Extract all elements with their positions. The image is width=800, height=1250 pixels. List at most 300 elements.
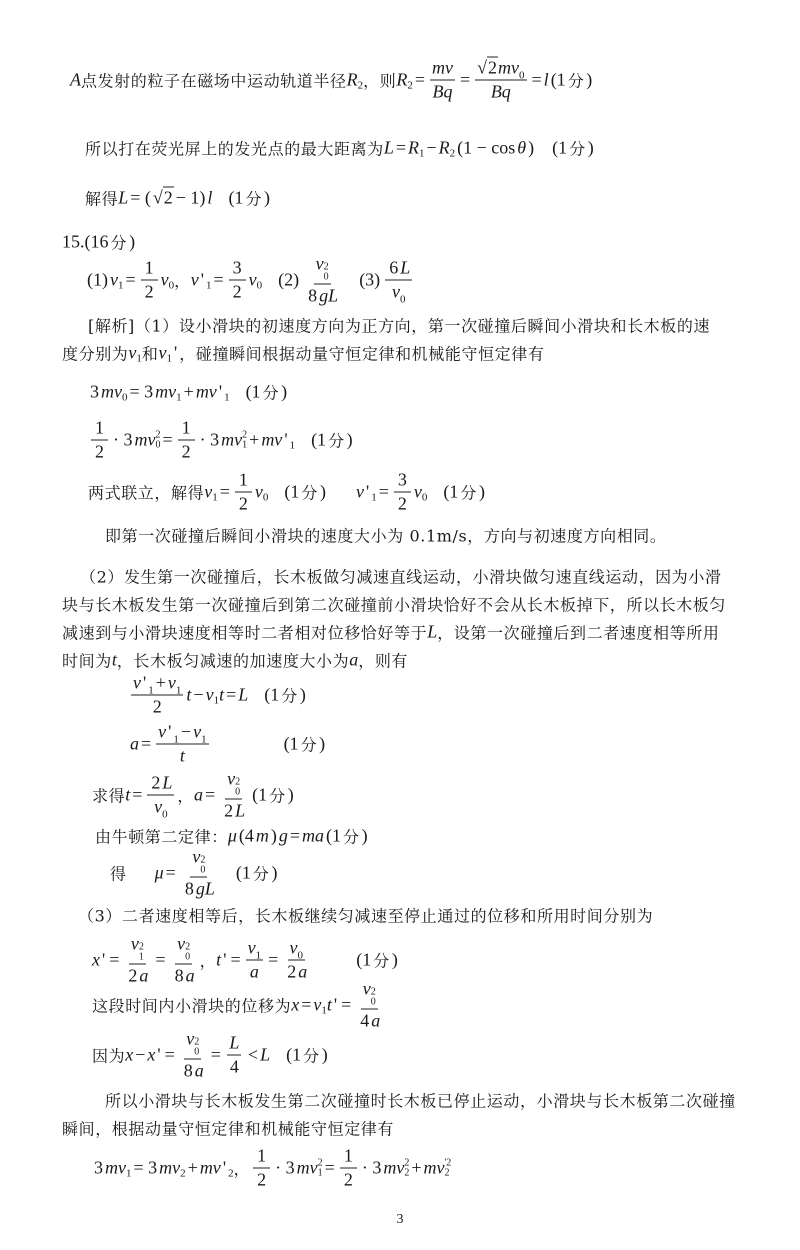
math-text: = bbox=[341, 994, 352, 1015]
analysis-paragraph-2 bbox=[62, 621, 719, 644]
text-run: ，设第一次碰撞后到二者速度相等所用 bbox=[437, 623, 720, 643]
math-text: = bbox=[378, 481, 389, 502]
subscript: 0 bbox=[399, 293, 406, 306]
math-symbol: L bbox=[427, 621, 438, 642]
math-symbol: L bbox=[260, 1044, 271, 1065]
subscript: 0 bbox=[235, 786, 241, 798]
math-text: 2 bbox=[343, 1169, 353, 1190]
subscript: 1 bbox=[289, 439, 296, 451]
math-text: ' bbox=[174, 342, 178, 363]
sub-superscript bbox=[324, 263, 329, 283]
math-symbol: x bbox=[92, 949, 100, 970]
math-text: = 3 bbox=[133, 1157, 158, 1178]
math-text: ) bbox=[264, 187, 271, 208]
math-symbol: L bbox=[235, 800, 246, 821]
equation-acceleration bbox=[130, 722, 327, 767]
text-run: 点发射的粒子在磁场中运动轨道半径 bbox=[81, 71, 347, 91]
math-text: 2 bbox=[95, 441, 104, 462]
subscript: 1 bbox=[175, 684, 182, 697]
math-text: ) bbox=[270, 825, 277, 846]
math-text: = bbox=[301, 994, 312, 1015]
sub-superscript bbox=[235, 778, 240, 798]
numerator bbox=[314, 254, 331, 285]
math-text: + bbox=[411, 1157, 422, 1178]
math-symbol: v bbox=[110, 269, 118, 290]
text-run: （3）二者速度相等后，长木板继续匀减速至停止通过的位移和所用时间分别为 bbox=[78, 906, 654, 926]
math-symbol: θ bbox=[517, 137, 527, 158]
numerator bbox=[394, 470, 411, 493]
fraction bbox=[283, 938, 309, 983]
math-text: (1 bbox=[264, 684, 280, 705]
numerator bbox=[235, 470, 252, 493]
fraction bbox=[141, 258, 158, 303]
text-run: 分 bbox=[281, 686, 298, 706]
fraction bbox=[131, 673, 183, 718]
math-text: 2 bbox=[287, 961, 297, 982]
subscript: 2 bbox=[180, 1167, 186, 1179]
numerator bbox=[184, 1029, 201, 1060]
math-text: = bbox=[210, 1044, 221, 1065]
math-text: 3 bbox=[397, 469, 407, 490]
text-run: 由牛顿第二定律： bbox=[95, 827, 228, 847]
math-symbol: v bbox=[158, 342, 167, 363]
math-text: 4 bbox=[229, 1056, 239, 1077]
denominator bbox=[91, 441, 108, 463]
subscript: 1 bbox=[371, 491, 377, 503]
math-symbol: R bbox=[346, 69, 358, 90]
math-symbol: ma bbox=[302, 825, 325, 846]
math-text: 2 bbox=[152, 696, 162, 717]
equation-block-displacement bbox=[92, 979, 385, 1032]
analysis-paragraph-4 bbox=[62, 1117, 394, 1140]
math-symbol: v bbox=[158, 721, 167, 742]
math-text: 3 bbox=[232, 257, 242, 278]
math-text: = bbox=[205, 784, 216, 805]
numerator bbox=[190, 847, 207, 878]
math-text: 1 bbox=[144, 257, 154, 278]
math-text: − bbox=[180, 721, 192, 742]
denominator bbox=[178, 745, 187, 767]
subscript: 1 bbox=[242, 439, 248, 450]
analysis-paragraph-4 bbox=[105, 1089, 736, 1112]
math-text: 8 bbox=[184, 878, 194, 899]
subscript: 0 bbox=[262, 491, 269, 503]
fraction bbox=[147, 772, 174, 821]
math-text: ) bbox=[478, 481, 485, 502]
fraction bbox=[156, 722, 208, 767]
text-run: 分 bbox=[245, 189, 263, 209]
math-text: = bbox=[165, 862, 176, 883]
subscript: 0 bbox=[256, 279, 263, 291]
denominator bbox=[304, 285, 340, 307]
math-text: ' bbox=[102, 949, 106, 970]
subscript: 1 bbox=[176, 391, 182, 403]
math-symbol: a bbox=[194, 1060, 204, 1081]
math-text: 1 bbox=[238, 469, 248, 490]
text-run: 减速到与小滑块速度相等时二者相对位移恰好等于 bbox=[62, 623, 428, 643]
math-text: ' bbox=[157, 1044, 161, 1065]
math-symbol: mv bbox=[101, 381, 122, 402]
math-symbol: v bbox=[391, 281, 400, 302]
subscript: 1 bbox=[148, 684, 154, 697]
math-symbol: a bbox=[185, 965, 195, 986]
math-text: 2 bbox=[238, 493, 248, 514]
math-text: = bbox=[155, 949, 166, 970]
math-text: ' bbox=[333, 994, 338, 1015]
subscript: 1 bbox=[166, 352, 173, 364]
math-text: ) bbox=[346, 429, 353, 450]
text-run: 分 bbox=[328, 431, 345, 451]
math-text: = bbox=[459, 69, 471, 90]
text-run: 得 bbox=[110, 864, 127, 884]
math-text: = bbox=[268, 949, 279, 970]
equation-comparison bbox=[92, 1029, 330, 1082]
subscript: 2 bbox=[407, 79, 413, 91]
math-symbol: v bbox=[160, 269, 169, 290]
equation-second-collision bbox=[92, 1146, 451, 1191]
superscript: 2 bbox=[138, 941, 144, 953]
math-text: (1 bbox=[326, 825, 342, 846]
math-symbol: L bbox=[162, 772, 173, 793]
numerator bbox=[178, 418, 195, 441]
math-text: ) bbox=[321, 1044, 328, 1065]
subscript: 0 bbox=[155, 439, 161, 450]
math-text: ) bbox=[319, 481, 326, 502]
math-symbol: v bbox=[205, 684, 214, 705]
square-root bbox=[477, 58, 498, 79]
subscript: 1 bbox=[321, 1004, 327, 1016]
text-run: 这段时间内小滑块的位移为 bbox=[92, 996, 292, 1016]
math-text: 8 bbox=[183, 1060, 193, 1081]
math-text: 15.(16 bbox=[62, 231, 109, 252]
math-text: ' bbox=[284, 429, 288, 450]
text-run: 解得 bbox=[85, 189, 119, 209]
math-symbol: A bbox=[70, 69, 81, 90]
denominator bbox=[356, 1010, 382, 1032]
subscript: 1 bbox=[317, 1167, 323, 1178]
math-text: − bbox=[426, 137, 437, 158]
denominator bbox=[489, 81, 513, 103]
math-symbol: v bbox=[133, 672, 141, 693]
math-text: 4 bbox=[360, 1010, 370, 1031]
math-symbol: L bbox=[238, 684, 249, 705]
denominator bbox=[178, 441, 195, 463]
text-run: 两式联立，解得 bbox=[88, 483, 205, 503]
math-symbol: m bbox=[255, 825, 269, 846]
math-text: 1 bbox=[257, 1145, 267, 1166]
sub-superscript bbox=[371, 988, 376, 1008]
math-symbol: v bbox=[362, 978, 371, 999]
text-line-conclusion bbox=[105, 524, 667, 547]
denominator bbox=[141, 281, 158, 303]
math-text: · 3 bbox=[275, 1157, 295, 1178]
answers-summary bbox=[85, 254, 415, 307]
math-text: · 3 bbox=[113, 429, 133, 450]
math-text: = bbox=[132, 784, 143, 805]
text-run: 度分别为 bbox=[62, 344, 129, 364]
math-symbol: v bbox=[355, 481, 364, 502]
math-text: 8 bbox=[308, 285, 318, 306]
radicand: 2 bbox=[488, 57, 498, 78]
subscript: 1 bbox=[138, 951, 144, 963]
math-text: = bbox=[414, 69, 425, 90]
math-symbol: a bbox=[349, 649, 359, 670]
superscript: 2 bbox=[323, 261, 329, 273]
subscript: 0 bbox=[519, 69, 525, 82]
text-run: 分 bbox=[303, 1046, 320, 1066]
text-run: 分 bbox=[343, 827, 360, 847]
math-text: ) bbox=[587, 137, 594, 158]
math-text: = bbox=[213, 269, 224, 290]
math-text: = bbox=[164, 1044, 175, 1065]
text-run: 所以小滑块与长木板发生第二次碰撞时长木板已停止运动，小滑块与长木板第二次碰撞 bbox=[105, 1091, 736, 1111]
denominator bbox=[430, 81, 454, 103]
text-run: 瞬间，根据动量守恒定律和机械能守恒定律有 bbox=[62, 1119, 395, 1139]
math-text: = bbox=[162, 429, 173, 450]
math-text: ' bbox=[218, 381, 223, 402]
analysis-paragraph-2 bbox=[80, 565, 722, 588]
math-symbol: L bbox=[118, 187, 129, 208]
math-text: = bbox=[324, 1157, 335, 1178]
math-text: 1 bbox=[343, 1145, 353, 1166]
math-symbol: a bbox=[130, 733, 139, 754]
denominator bbox=[181, 878, 217, 900]
subscript: 2 bbox=[444, 1167, 450, 1178]
math-symbol: mv bbox=[105, 1157, 126, 1178]
math-symbol: a bbox=[194, 784, 203, 805]
math-symbol: mv bbox=[296, 1157, 318, 1178]
equation-result-t-a bbox=[92, 769, 296, 822]
math-text: + bbox=[155, 672, 166, 693]
sub-superscript bbox=[200, 856, 205, 876]
math-symbol: v bbox=[130, 933, 139, 954]
text-run: 因为 bbox=[92, 1046, 126, 1066]
numerator bbox=[430, 58, 455, 81]
math-symbol: mv bbox=[221, 429, 243, 450]
fraction bbox=[253, 1146, 270, 1191]
text-run: 分 bbox=[569, 139, 586, 159]
math-text: = bbox=[141, 733, 152, 754]
subscript: 1 bbox=[126, 1167, 132, 1179]
math-symbol: t bbox=[326, 994, 332, 1015]
math-symbol: v bbox=[167, 672, 176, 693]
fraction bbox=[229, 258, 246, 303]
analysis-paragraph-2 bbox=[62, 593, 726, 616]
math-symbol: L bbox=[229, 1032, 240, 1053]
fraction bbox=[385, 257, 412, 306]
math-text: 2 bbox=[397, 493, 407, 514]
denominator bbox=[235, 493, 252, 515]
equation-mu bbox=[110, 847, 279, 900]
math-symbol: R bbox=[396, 69, 408, 90]
superscript: 2 bbox=[185, 941, 191, 953]
math-text: + bbox=[183, 381, 194, 402]
math-symbol: v bbox=[315, 253, 324, 274]
math-text: ' bbox=[143, 672, 147, 693]
math-symbol: R bbox=[438, 137, 450, 158]
text-run: 分 bbox=[460, 483, 477, 503]
math-text: 2 bbox=[181, 441, 191, 462]
fraction bbox=[178, 418, 195, 463]
subscript: 2 bbox=[228, 1167, 234, 1179]
math-text: < bbox=[247, 1044, 259, 1065]
math-symbol: l bbox=[543, 69, 549, 90]
sub-superscript bbox=[194, 1038, 199, 1058]
math-text: = bbox=[109, 949, 120, 970]
math-text: (1) bbox=[87, 269, 108, 290]
question-number-15 bbox=[60, 231, 137, 254]
denominator bbox=[340, 1169, 357, 1191]
math-symbol: mv bbox=[261, 429, 283, 450]
math-text: (1 bbox=[283, 733, 299, 754]
math-text: ) bbox=[271, 862, 278, 883]
math-text: (1 − cos bbox=[457, 137, 516, 158]
math-text: = bbox=[125, 269, 136, 290]
subscript: 1 bbox=[206, 279, 212, 291]
math-text: = ( bbox=[130, 187, 151, 208]
numerator bbox=[147, 773, 174, 796]
text-run: 分 bbox=[567, 71, 585, 91]
math-symbol: v bbox=[254, 481, 263, 502]
numerator bbox=[91, 418, 108, 441]
text-run: 分 bbox=[301, 483, 318, 503]
subscript: 0 bbox=[194, 1046, 200, 1058]
text-run: ，碰撞瞬间根据动量守恒定律和机械能守恒定律有 bbox=[179, 344, 545, 364]
numerator bbox=[156, 722, 208, 745]
math-text: − 1) bbox=[175, 187, 206, 208]
math-text: (1 bbox=[235, 862, 251, 883]
math-text: (3) bbox=[359, 269, 381, 290]
math-text: 2 bbox=[144, 281, 154, 302]
denominator bbox=[180, 1060, 206, 1082]
math-symbol: gL bbox=[319, 285, 339, 306]
math-text: ' bbox=[223, 949, 227, 970]
math-text: 2 bbox=[151, 772, 161, 793]
math-symbol: a bbox=[371, 1010, 381, 1031]
numerator bbox=[175, 934, 192, 965]
math-symbol: mv bbox=[498, 57, 520, 78]
math-symbol: t bbox=[186, 684, 192, 705]
math-symbol: v bbox=[177, 933, 186, 954]
superscript: 2 bbox=[155, 429, 161, 440]
math-text: 1 bbox=[95, 417, 104, 438]
fraction bbox=[91, 418, 108, 463]
math-text: (1 bbox=[356, 949, 372, 970]
page-number: 3 bbox=[396, 1212, 404, 1227]
subscript: 0 bbox=[168, 279, 175, 291]
math-text: (1 bbox=[552, 137, 568, 158]
math-symbol: v bbox=[313, 994, 322, 1015]
math-symbol: v bbox=[413, 481, 422, 502]
math-symbol: μ bbox=[154, 862, 164, 883]
math-symbol: l bbox=[207, 187, 213, 208]
math-text: (2) bbox=[278, 269, 300, 290]
math-symbol: μ bbox=[227, 825, 237, 846]
math-symbol: v bbox=[227, 768, 236, 789]
math-text: ) bbox=[319, 733, 326, 754]
denominator bbox=[229, 281, 246, 303]
subscript: 0 bbox=[122, 391, 128, 403]
subscript: 0 bbox=[162, 808, 168, 821]
fraction bbox=[394, 470, 411, 515]
math-text: (1 bbox=[286, 1044, 302, 1065]
subscript: 1 bbox=[136, 352, 142, 364]
math-text: = bbox=[395, 137, 406, 158]
denominator bbox=[220, 800, 247, 822]
math-text: · 3 bbox=[199, 429, 220, 450]
fraction bbox=[304, 254, 340, 307]
math-symbol: mv bbox=[159, 1157, 181, 1178]
denominator bbox=[152, 796, 170, 821]
math-text: · 3 bbox=[361, 1157, 382, 1178]
text-run: 分 bbox=[373, 951, 390, 971]
math-symbol: t bbox=[219, 684, 225, 705]
text-run: [解析]（1）设小滑块的初速度方向为正方向，第一次碰撞后瞬间小滑块和长木板的速 bbox=[88, 316, 711, 336]
math-symbol: v bbox=[248, 269, 257, 290]
equation-solution bbox=[88, 470, 487, 515]
analysis-paragraph-3 bbox=[78, 904, 653, 927]
text-run: 即第一次碰撞后瞬间小滑块的速度大小为 0.1m/s，方向与初速度方向相同。 bbox=[105, 526, 667, 546]
math-text: = bbox=[230, 949, 241, 970]
radical-sign: √ bbox=[477, 57, 488, 78]
superscript: 2 bbox=[200, 854, 206, 866]
subscript: 2 bbox=[357, 79, 364, 91]
math-text: = bbox=[289, 825, 301, 846]
numerator bbox=[288, 938, 306, 961]
math-text: ) bbox=[586, 69, 593, 90]
math-text: + bbox=[249, 429, 260, 450]
math-text: = bbox=[226, 684, 237, 705]
math-text: 3 bbox=[94, 1157, 103, 1178]
math-text: − bbox=[193, 684, 204, 705]
text-run: ，则有 bbox=[358, 651, 409, 671]
math-symbol: mv bbox=[134, 429, 156, 450]
math-text: = bbox=[219, 481, 230, 502]
radical-sign: √ bbox=[152, 187, 163, 208]
math-symbol: Bq bbox=[432, 81, 453, 102]
math-symbol: t bbox=[179, 745, 185, 766]
math-symbol: a bbox=[249, 961, 259, 982]
numerator bbox=[340, 1146, 357, 1169]
text-run: 分 bbox=[110, 233, 128, 253]
denominator bbox=[390, 281, 408, 306]
numerator bbox=[246, 938, 264, 961]
equation-momentum bbox=[88, 381, 289, 404]
denominator bbox=[149, 696, 166, 718]
subscript: 1 bbox=[418, 147, 425, 159]
math-symbol: t bbox=[125, 784, 131, 805]
superscript: 2 bbox=[370, 986, 376, 998]
text-run: ，长木板匀减速的加速度大小为 bbox=[116, 651, 350, 671]
math-text: (1 bbox=[252, 784, 268, 805]
math-text: (1 bbox=[284, 481, 300, 502]
fraction bbox=[356, 979, 382, 1032]
superscript: 2 bbox=[404, 1157, 410, 1168]
math-symbol: mv bbox=[199, 1157, 221, 1178]
subscript: 1 bbox=[213, 694, 220, 706]
math-text: (1 bbox=[245, 381, 261, 402]
math-text: ) bbox=[391, 949, 398, 970]
math-text: ) bbox=[129, 231, 136, 252]
subscript: 1 bbox=[255, 949, 262, 962]
math-symbol: L bbox=[400, 257, 411, 278]
math-symbol: v bbox=[190, 269, 199, 290]
fraction bbox=[235, 470, 252, 515]
superscript: 2 bbox=[317, 1157, 323, 1168]
subscript: 1 bbox=[173, 733, 179, 746]
text-run: 块与长木板发生第一次碰撞后到第二次碰撞前小滑块恰好不会从长木板掉下，所以长木板匀 bbox=[62, 595, 727, 615]
subscript: 1 bbox=[212, 491, 218, 503]
